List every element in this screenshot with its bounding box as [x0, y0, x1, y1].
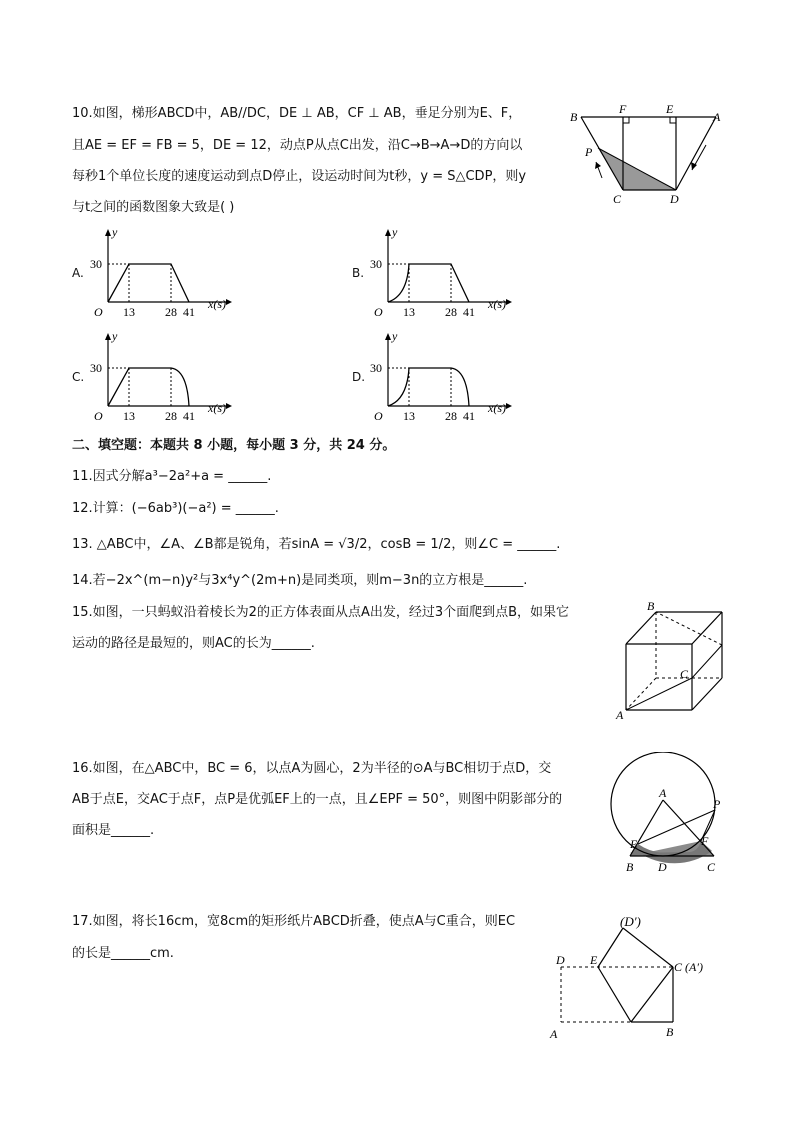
function-curve	[388, 264, 469, 302]
x-tick-41: 41	[463, 305, 475, 319]
option-graph-0	[86, 226, 266, 324]
x-tick-13: 13	[123, 305, 135, 319]
fig-label-A: A	[616, 708, 624, 722]
function-curve	[108, 368, 189, 406]
fig-label-F: F	[619, 102, 627, 116]
y-axis-arrow-icon	[105, 333, 111, 340]
y-axis-label: y	[392, 330, 398, 343]
section2-heading: 二、填空题：本题共 8 小题，每小题 3 分，共 24 分。	[72, 438, 396, 453]
y-tick-30: 30	[370, 361, 382, 375]
option-graph-3	[366, 330, 546, 428]
origin-label: O	[94, 409, 103, 423]
q13-text: 13. △ABC中，∠A、∠B都是锐角，若sinA = √3/2，cosB = 1/2，则∠C = ______.	[72, 537, 561, 552]
x-tick-41: 41	[183, 305, 195, 319]
fig-label-E: E	[630, 837, 638, 851]
fig-label-C: C	[613, 192, 622, 206]
fig-label-B: B	[647, 599, 655, 613]
y-tick-30: 30	[370, 257, 382, 271]
q16-line3: 面积是______.	[72, 823, 155, 838]
origin-label: O	[374, 409, 383, 423]
q15-line1: 15.如图，一只蚂蚁沿着棱长为2的正方体表面从点A出发，经过3个面爬到点B，如果它	[72, 605, 570, 620]
fig-label-D: D	[670, 192, 679, 206]
x-axis-arrow-icon	[226, 299, 232, 305]
fig-label-D-prime: (D′)	[620, 914, 641, 929]
q10-line3: 每秒1个单位长度的速度运动到点D停止，设运动时间为t秒，y = S△CDP，则y	[72, 169, 527, 184]
x-axis-arrow-icon	[226, 403, 232, 409]
option-graph-2	[86, 330, 266, 428]
fig-label-F: F	[701, 834, 709, 848]
option-label-2: C.	[72, 370, 85, 384]
x-axis-arrow-icon	[506, 299, 512, 305]
fig-label-B: B	[666, 1025, 674, 1039]
fig-label-D: D	[556, 953, 565, 967]
q17-line2: 的长是______cm.	[72, 946, 174, 961]
x-tick-28: 28	[165, 305, 177, 319]
q16-line1: 16.如图，在△ABC中，BC = 6，以点A为圆心，2为半径的⊙A与BC相切于点D，交	[72, 761, 552, 776]
q17-fold-figure	[546, 910, 736, 1042]
q10-line2: 且AE = EF = FB = 5，DE = 12，动点P从点C出发，沿C→B→A→D的方向以	[72, 138, 523, 153]
fig-label-C-A-prime: C (A′)	[674, 960, 703, 974]
fig-label-C: C	[680, 667, 689, 681]
fig-label-D: D	[658, 860, 667, 874]
x-axis-label: x(s)	[208, 401, 226, 415]
fig-label-A: A	[659, 786, 667, 800]
x-axis-label: x(s)	[488, 297, 506, 311]
function-curve	[388, 368, 469, 406]
x-tick-28: 28	[445, 409, 457, 423]
fig-label-A: A	[713, 110, 721, 124]
fig-label-B: B	[570, 110, 578, 124]
x-axis-label: x(s)	[208, 297, 226, 311]
q11-text: 11.因式分解a³−2a²+a = ______.	[72, 469, 272, 484]
y-axis-label: y	[112, 226, 118, 239]
fig-label-C: C	[707, 860, 716, 874]
q10-line4: 与t之间的函数图象大致是( )	[72, 200, 235, 215]
y-tick-30: 30	[90, 361, 102, 375]
option-label-0: A.	[72, 266, 84, 280]
x-tick-13: 13	[403, 305, 415, 319]
q15-line2: 运动的路径是最短的，则AC的长为______.	[72, 636, 315, 651]
y-tick-30: 30	[90, 257, 102, 271]
y-axis-arrow-icon	[105, 229, 111, 236]
x-axis-label: x(s)	[488, 401, 506, 415]
q14-text: 14.若−2x^(m−n)y²与3x⁴y^(2m+n)是同类项，则m−3n的立方根是______.	[72, 573, 528, 588]
fig-label-P: P	[713, 797, 721, 811]
y-axis-label: y	[392, 226, 398, 239]
fig-label-A: A	[550, 1027, 558, 1041]
y-axis-label: y	[112, 330, 118, 343]
x-tick-28: 28	[165, 409, 177, 423]
q16-circle-figure	[606, 752, 732, 880]
fig-label-B: B	[626, 860, 634, 874]
fig-label-P: P	[585, 145, 593, 159]
q12-text: 12.计算：(−6ab³)(−a²) = ______.	[72, 501, 279, 516]
x-tick-41: 41	[463, 409, 475, 423]
x-tick-41: 41	[183, 409, 195, 423]
q10-line1: 10.如图，梯形ABCD中，AB//DC，DE ⊥ AB，CF ⊥ AB，垂足分别为E、F，	[72, 106, 522, 121]
option-graph-1	[366, 226, 546, 324]
fig-label-E: E	[590, 953, 598, 967]
fig-label-E: E	[666, 102, 674, 116]
q10-trapezoid-figure	[566, 100, 726, 208]
option-label-3: D.	[352, 370, 366, 384]
option-label-1: B.	[352, 266, 365, 280]
x-tick-28: 28	[445, 305, 457, 319]
q15-cube-figure	[612, 598, 730, 722]
y-axis-arrow-icon	[385, 333, 391, 340]
q16-line2: AB于点E，交AC于点F，点P是优弧EF上的一点，且∠EPF = 50°，则图中阴影部分的	[72, 792, 563, 807]
q17-line1: 17.如图，将长16cm，宽8cm的矩形纸片ABCD折叠，使点A与C重合，则EC	[72, 914, 516, 929]
x-tick-13: 13	[123, 409, 135, 423]
x-axis-arrow-icon	[506, 403, 512, 409]
function-curve	[108, 264, 189, 302]
y-axis-arrow-icon	[385, 229, 391, 236]
origin-label: O	[374, 305, 383, 319]
x-tick-13: 13	[403, 409, 415, 423]
origin-label: O	[94, 305, 103, 319]
